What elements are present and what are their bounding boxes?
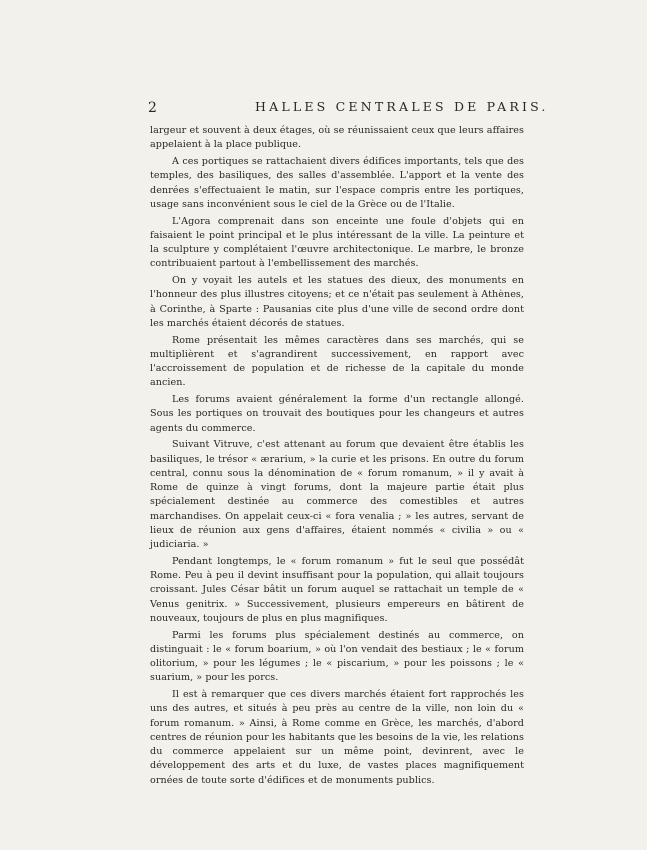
paragraph: L'Agora comprenait dans son enceinte une foule d'objets qui en faisaient le point principal et le plus intéressant de la ville. La peinture et la sculpture y complétaient l'œuvre architectonique. Le marbre, le bronze contribuaient partout à l'embellissement des marchés. — [150, 215, 524, 270]
paragraph: Rome présentait les mêmes caractères dans ses marchés, qui se multiplièrent et s'agrandirent successivement, en rapport avec l'accroissement de population et de richesse de la capitale du monde ancien. — [150, 334, 524, 389]
page-number: 2 — [148, 100, 157, 116]
paragraph: On y voyait les autels et les statues des dieux, des monuments en l'honneur des plus illustres citoyens; et ce n'était pas seulement à Athènes, à Corinthe, à Sparte : Pausanias cite plus d'une ville de second ordre dont les marchés étaient décorés de statues. — [150, 275, 524, 329]
paragraph: Les forums avaient généralement la forme d'un rectangle allongé. Sous les portiques on trouvait des boutiques pour les changeurs et autres agents du commerce. — [150, 394, 524, 434]
running-title: HALLES CENTRALES DE PARIS. — [255, 99, 549, 114]
paragraph: Il est à remarquer que ces divers marchés étaient fort rapprochés les uns des autres, et situés à peu près au centre de la ville, non loin du « forum romanum. » Ainsi, à Rome comme en Grèce, les marchés, d'abord centres de réunion pour les habitants que les besoins de la vie, les relations du commerce appelaient sur un même point, devinrent, avec le développement des arts et du luxe, de vastes places magnifiquement ornées de toute sorte d'édifices et de monuments publics. — [150, 689, 524, 786]
paragraph: Suivant Vitruve, c'est attenant au forum que devaient être établis les basiliques, le trésor « ærarium, » la curie et les prisons. En outre du forum central, connu sous la dénomination de « forum romanum, » il y avait à Rome de quinze à vingt forums, dont la majeure partie était plus spécialement destinée au commerce des comestibles et autres marchandises. On appelait ceux-ci « fora venalia ; » les autres, servant de lieux de réunion aux gens d'affaires, étaient nommés « civilia » ou « judiciaria. » — [150, 439, 524, 550]
paragraph: A ces portiques se rattachaient divers édifices importants, tels que des temples, des basiliques, des salles d'assemblée. L'apport et la vente des denrées s'effectuaient le matin, sur l'espace compris entre les portiques, usage sans inconvénient sous le ciel de la Grèce ou de l'Italie. — [150, 156, 524, 210]
paragraph: Parmi les forums plus spécialement destinés au commerce, on distinguait : le « forum boarium, » où l'on vendait des bestiaux ; le « forum olitorium, » pour les légumes ; le « piscarium, » pour les poissons ; le « suarium, » pour les porcs. — [150, 629, 524, 684]
paragraph: largeur et souvent à deux étages, où se réunissaient ceux que leurs affaires appelaient à la place publique. — [150, 125, 524, 151]
body-text — [150, 124, 524, 790]
paragraph: Pendant longtemps, le « forum romanum » fut le seul que possédât Rome. Peu à peu il devint insuffisant pour la population, qui allait toujours croissant. Jules César bâtit un forum auquel se rattachait un temple de « Venus genitrix. » Successivement, plusieurs empereurs en bâtirent de nouveaux, toujours de plus en plus magnifiques. — [150, 555, 524, 624]
